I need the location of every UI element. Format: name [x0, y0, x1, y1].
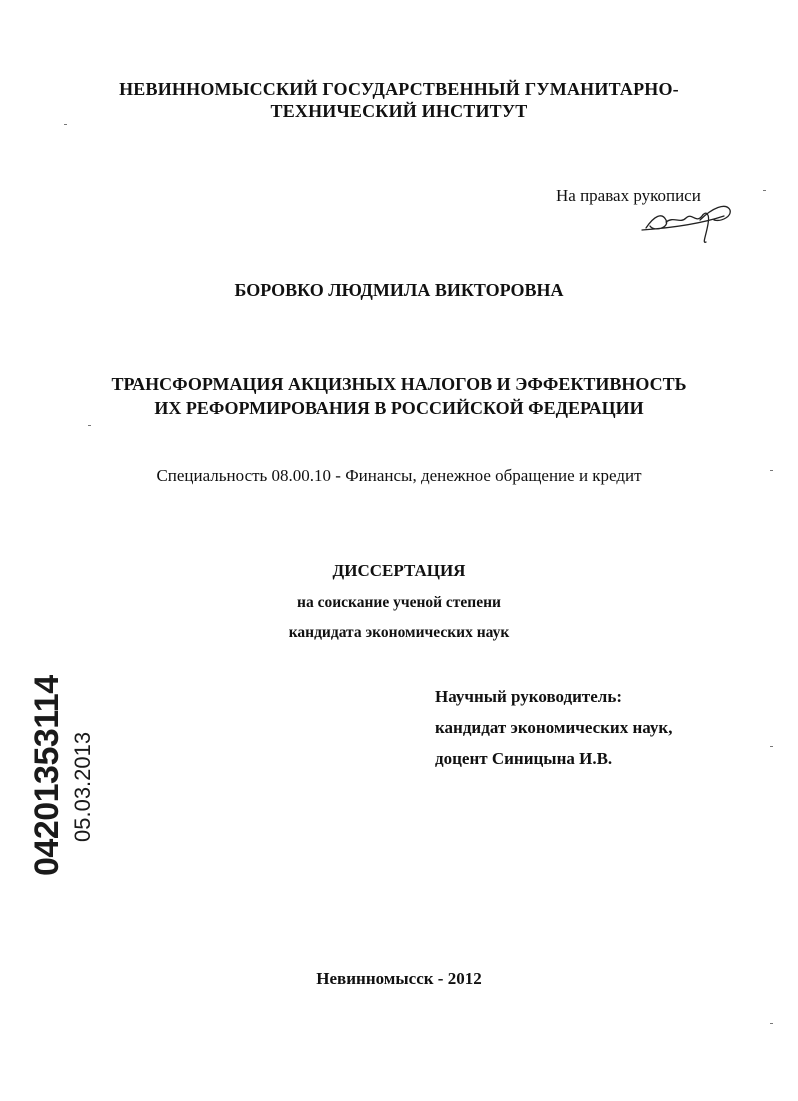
manuscript-note: На правах рукописи — [556, 186, 701, 205]
title-line-1: ТРАНСФОРМАЦИЯ АКЦИЗНЫХ НАЛОГОВ И ЭФФЕКТИВНОСТЬ — [111, 374, 687, 394]
scan-speck — [88, 425, 91, 426]
institute-line-1: НЕВИННОМЫССКИЙ ГОСУДАРСТВЕННЫЙ ГУМАНИТАРНО- — [119, 79, 679, 99]
scan-speck — [770, 746, 773, 747]
specialty: Специальность 08.00.10 - Финансы, денежное обращение и кредит — [156, 466, 642, 485]
title-line-2: ИХ РЕФОРМИРОВАНИЯ В РОССИЙСКОЙ ФЕДЕРАЦИИ — [154, 398, 644, 418]
scan-speck — [763, 190, 766, 191]
signature-scribble — [640, 198, 735, 246]
advisor-degree: кандидат экономических наук, — [435, 718, 673, 737]
author-name: БОРОВКО ЛЮДМИЛА ВИКТОРОВНА — [234, 280, 564, 300]
degree-line-1: на соискание ученой степени — [297, 594, 501, 611]
degree-line-2: кандидата экономических наук — [288, 624, 510, 641]
institute-line-2: ТЕХНИЧЕСКИЙ ИНСТИТУТ — [270, 101, 528, 121]
place-year: Невинномысск - 2012 — [316, 969, 482, 988]
stamp-date: 05.03.2013 — [70, 731, 95, 842]
scan-speck — [770, 470, 773, 471]
signature — [640, 198, 735, 246]
scan-speck — [770, 1023, 773, 1024]
advisor-label: Научный руководитель: — [435, 687, 622, 706]
scan-speck — [64, 124, 67, 125]
stamp-number: 04201353114 — [28, 675, 66, 876]
advisor-name: доцент Синицына И.В. — [435, 749, 613, 768]
dissertation-heading: ДИССЕРТАЦИЯ — [332, 561, 466, 580]
